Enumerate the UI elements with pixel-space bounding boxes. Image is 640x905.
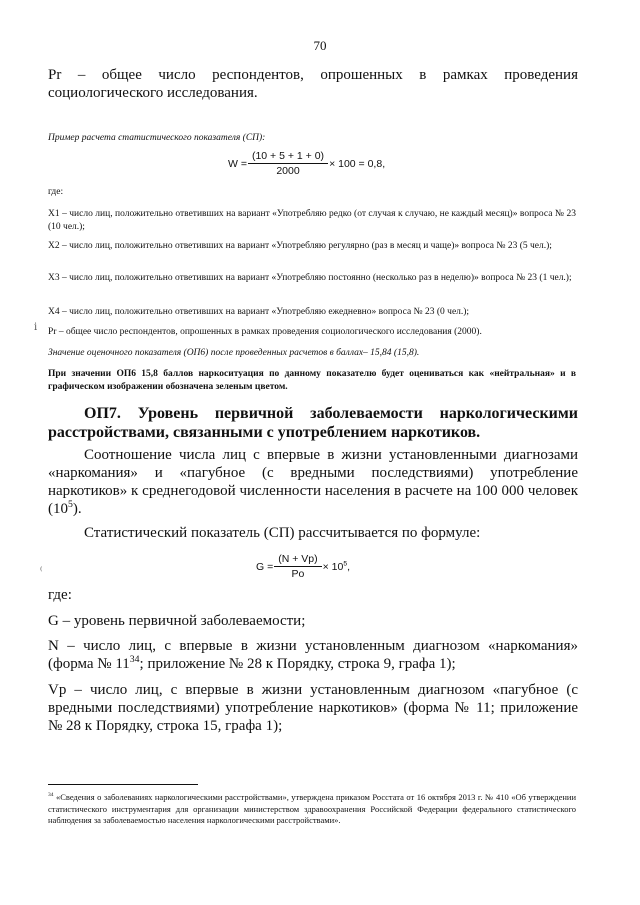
formula-w-rhs: × 100 = 0,8, (329, 157, 386, 170)
where-label-2: где: (48, 587, 72, 603)
formula-g-denominator: Po (274, 566, 321, 580)
formula-w-denominator: 2000 (248, 163, 328, 177)
x3-definition: X3 – число лиц, положительно ответивших на вариант «Употребляю постоянно (несколько раз в неделю)» вопроса № 23 (1 чел.); (48, 273, 572, 283)
page-number: 70 (313, 38, 327, 53)
footnote-text: «Сведения о заболеваниях наркологическими расстройствами», утверждена приказом Росстата от 16 октября 2013 г. № 410 «Об утверждении статистического инструментария для организации министерством здравоохранения Российской Федерации федерального статистического наблюдения за заболеваемостью населения наркологическими расстройствами». (48, 792, 576, 825)
footnote-34 (48, 792, 576, 827)
op6-value: Значение оценочного показателя (ОП6) после проведенных расчетов в баллах– 15,84 (15,8). (48, 348, 420, 358)
op6-conclusion: При значении ОП6 15,8 баллов наркоситуация по данному показателю будет оцениваться как «нейтральная» и в графическом изображении обозначена зеленым цветом. (48, 369, 576, 392)
g-definition: G – уровень первичной заболеваемости; (48, 613, 306, 629)
pr-small-definition: Pr – общее число респондентов, опрошенных в рамках проведения социологического исследования (2000). (48, 327, 482, 337)
formula-w-fraction (250, 150, 326, 177)
n-definition (48, 637, 578, 673)
op7-heading (48, 404, 578, 442)
n-definition-text: N – число лиц, с впервые в жизни установленным диагнозом «наркомания» (форма № 11 (48, 638, 578, 672)
formula-w (228, 150, 385, 177)
pr-definition: Pr – общее число респондентов, опрошенных в рамках проведения социологического исследования. (48, 67, 578, 101)
formula-g-lhs: G = (256, 560, 274, 573)
example-label: Пример расчета статистического показателя (СП): (48, 133, 266, 143)
ratio-paragraph (48, 446, 578, 518)
vp-definition: Vp – число лиц, с впервые в жизни установленным диагнозом «пагубное (с вредными последствиями) употребление наркотиков» (форма № 11; приложение № 28 к Порядку, строка 15, графа 1); (48, 682, 578, 734)
n-definition-text-end: ; приложение № 28 к Порядку, строка 9, графа 1); (139, 656, 456, 672)
formula-w-lhs: W = (228, 157, 247, 170)
op7-heading-text: Уровень первичной заболеваемости наркологическими расстройствами, связанными с употреблением наркотиков. (48, 405, 579, 441)
formula-g-rhs-end: , (347, 560, 351, 573)
ratio-text-end: ). (72, 501, 82, 517)
op7-heading-number: ОП7. (84, 405, 121, 422)
formula-g-rhs-sup: 5 (343, 560, 348, 567)
formula-intro: Статистический показатель (СП) рассчитывается по формуле: (84, 525, 481, 541)
formula-g-rhs (323, 561, 350, 573)
x1-definition: X1 – число лиц, положительно ответивших на вариант «Употребляю редко (от случая к случаю, не каждый месяц)» вопроса № 23 (10 чел.); (48, 209, 576, 232)
formula-g-fraction (276, 553, 319, 580)
ratio-superscript: 5 (68, 499, 73, 510)
formula-w-numerator: (10 + 5 + 1 + 0) (251, 150, 325, 162)
ratio-text: Соотношение числа лиц с впервые в жизни установленными диагнозами «наркомания» и «пагубное (с вредными последствиями) употребление наркотиков» к среднегодовой численности населения в расчете на 100 000 человек (10 (48, 447, 578, 517)
formula-g (256, 553, 350, 580)
formula-g-rhs-base: × 10 (322, 560, 344, 573)
x2-definition: X2 – число лиц, положительно ответивших на вариант «Употребляю регулярно (раз в месяц и чаще)» вопроса № 23 (5 чел.); (48, 241, 552, 251)
where-label-1: где: (48, 187, 64, 197)
x4-definition: X4 – число лиц, положительно ответивших на вариант «Употребляю ежедневно» вопроса № 23 (0 чел.); (48, 307, 470, 317)
n-definition-footnote-ref: 34 (129, 654, 140, 665)
margin-mark-2: ⁽ (40, 566, 43, 577)
formula-g-numerator: (N + Vp) (278, 553, 318, 565)
footnote-marker: 34 (48, 792, 54, 799)
footnote-divider (48, 784, 198, 785)
margin-mark: ⅰ (34, 322, 38, 333)
